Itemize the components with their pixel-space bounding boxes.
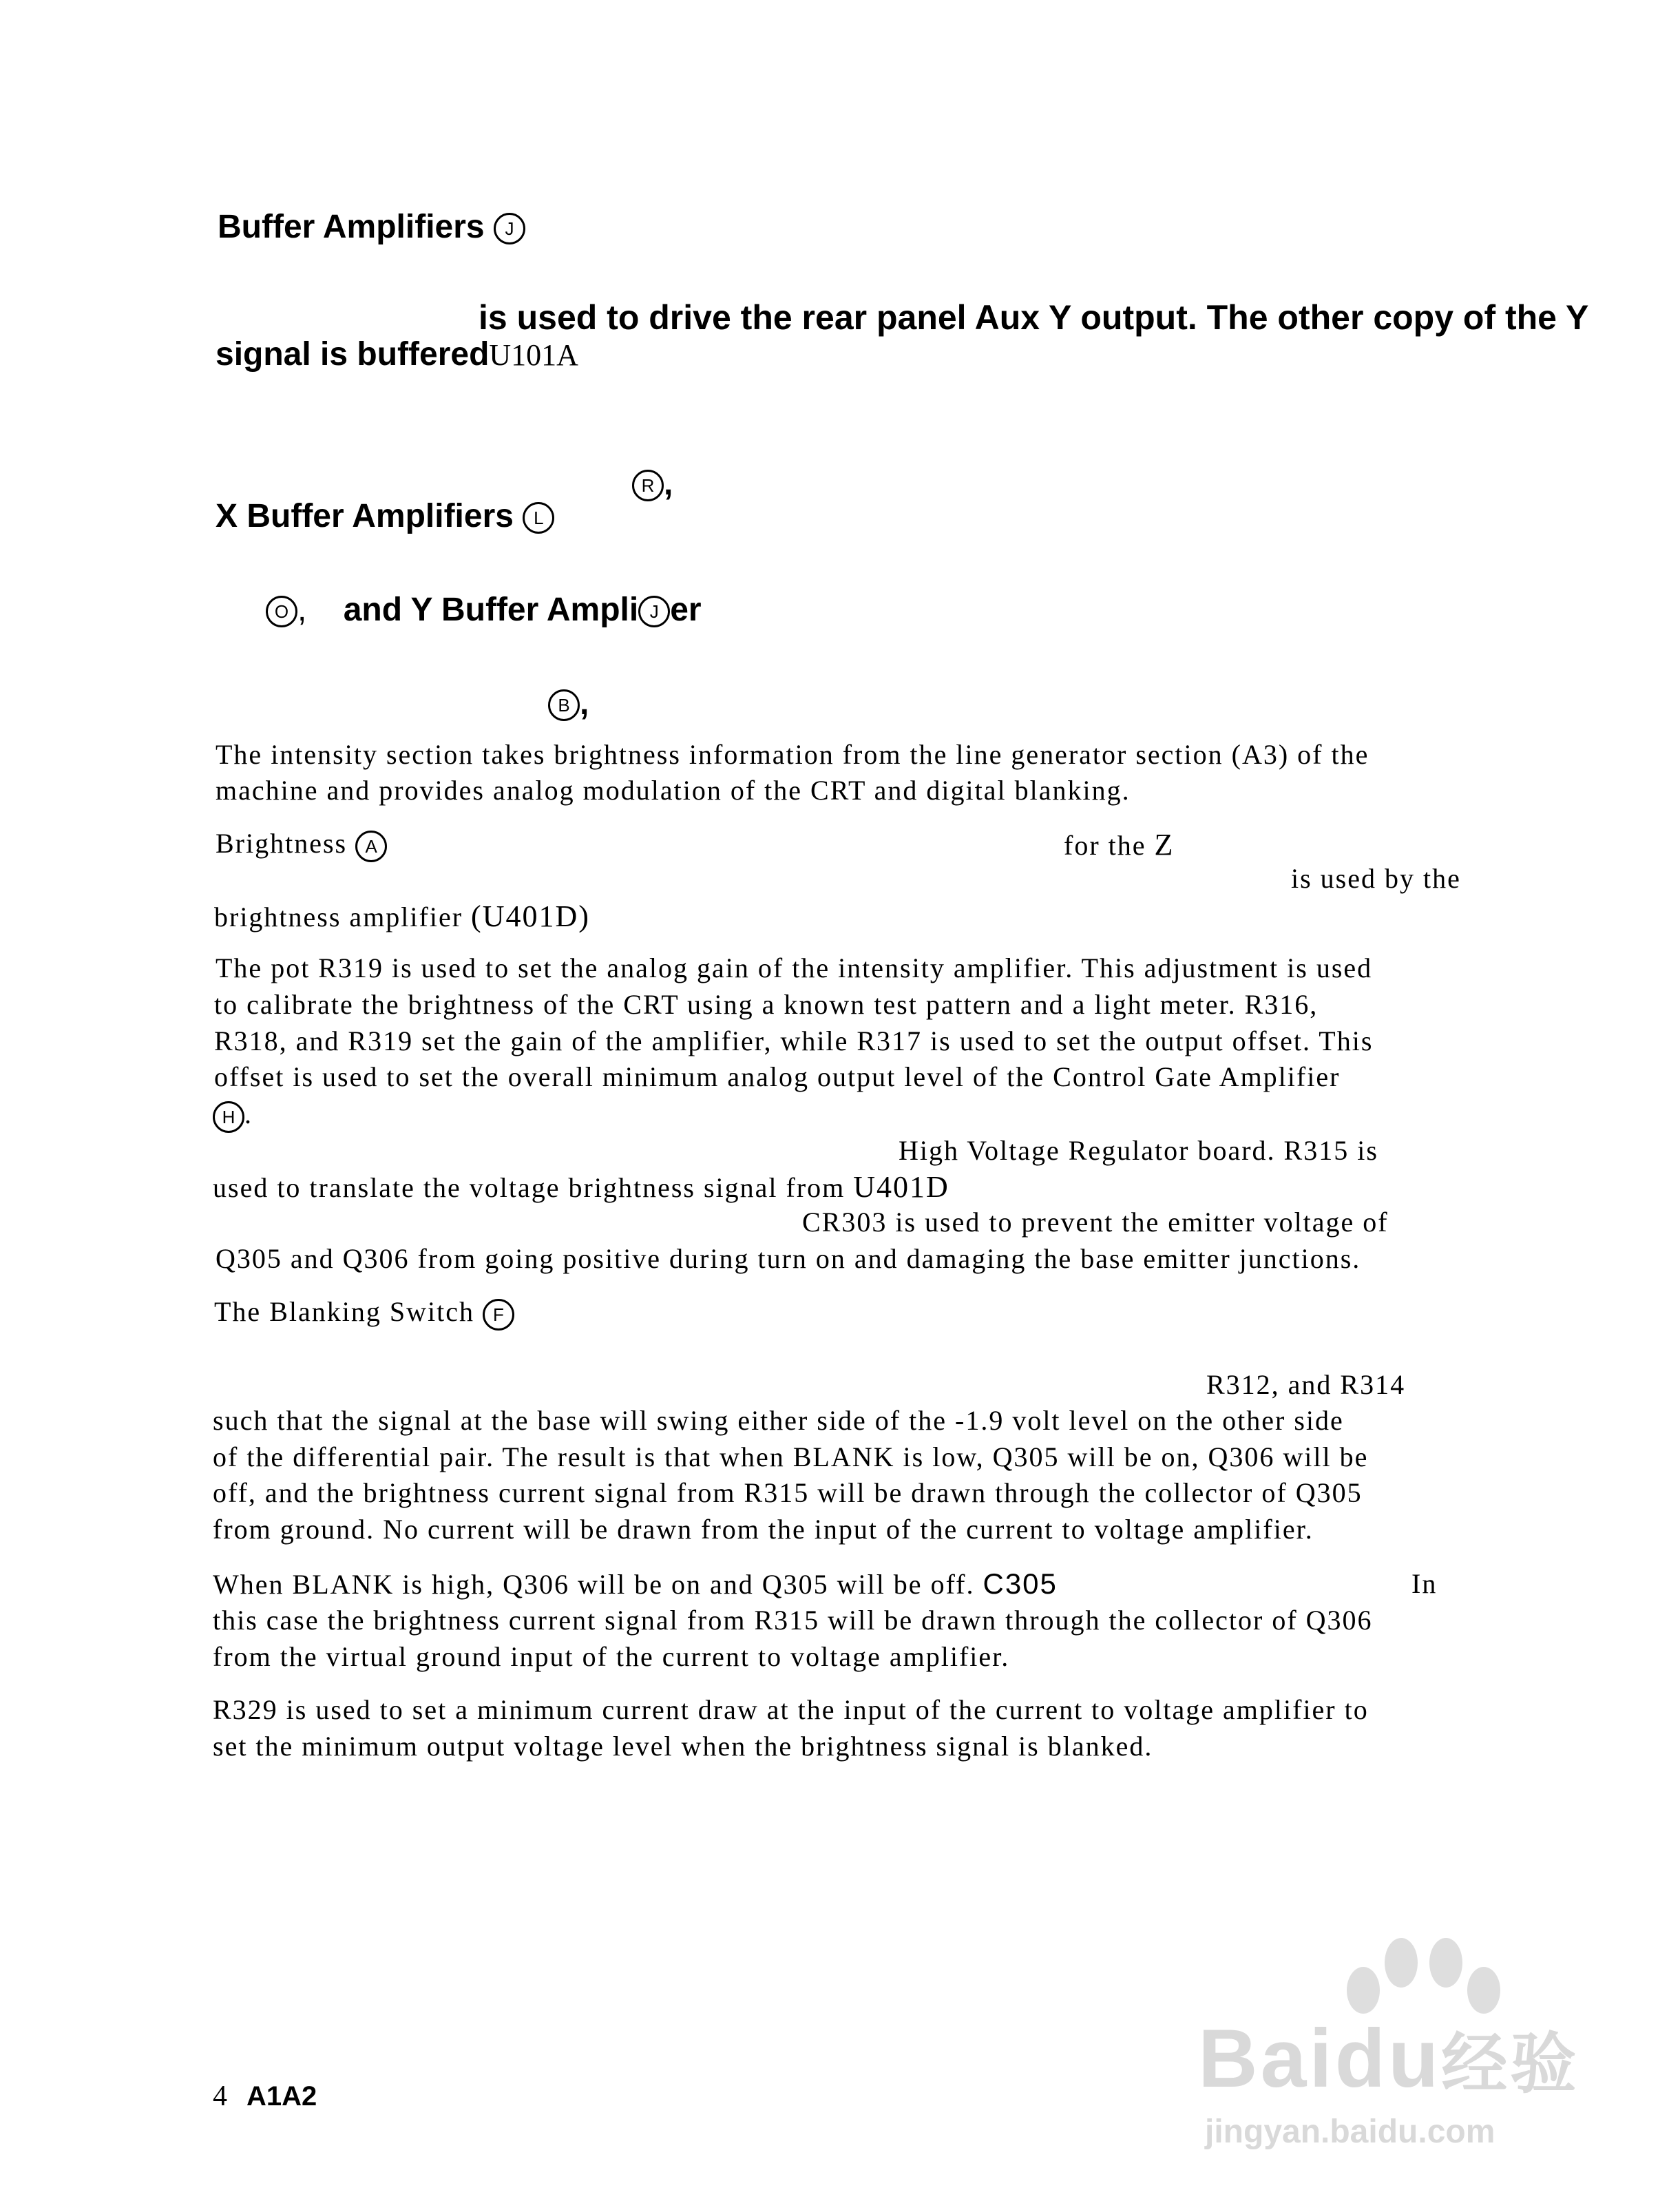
marker-r	[632, 465, 673, 503]
aux-y-line: is used to drive the rear panel Aux Y output. The other copy of the Y	[479, 298, 1589, 337]
blank-line-2: of the differential pair. The result is that when BLANK is low, Q305 will be on, Q306 will be	[213, 1441, 1369, 1472]
blanking-label: The Blanking Switch	[214, 1296, 474, 1327]
circled-marker-o: O	[266, 596, 297, 627]
z-text: Z	[1154, 828, 1175, 862]
r329-line-1: R329 is used to set a minimum current draw at the input of the current to voltage amplifier to	[213, 1694, 1369, 1725]
circled-marker-l: L	[523, 502, 554, 534]
buffer-amplifiers-heading	[218, 208, 525, 246]
r329-line-2: set the minimum output voltage level when the brightness signal is blanked.	[213, 1731, 1153, 1762]
u401d-ref: (U401D)	[471, 899, 590, 933]
punct: ,	[297, 592, 307, 628]
o-line	[266, 591, 702, 629]
page-number: 4	[213, 2080, 227, 2112]
hv-line: High Voltage Regulator board. R315 is	[899, 1135, 1378, 1166]
heading-text: Buffer Amplifiers	[218, 209, 485, 245]
circled-marker-b: B	[548, 689, 580, 721]
high-line	[213, 1567, 1058, 1600]
intensity-line-1: The intensity section takes brightness information from the line generator section (A3) of the	[216, 739, 1369, 770]
punct: ,	[580, 685, 589, 722]
pot-line-3: R318, and R319 set the gain of the amplifier, while R317 is used to set the output offset. This	[214, 1025, 1374, 1056]
blank-line-4: from ground. No current will be drawn from the input of the current to voltage amplifier.	[213, 1514, 1314, 1545]
for-the-text: for the	[1064, 830, 1146, 861]
amp-text: brightness amplifier	[214, 901, 463, 932]
blank-line-1: such that the signal at the base will swing either side of the -1.9 volt level on the other side	[213, 1405, 1344, 1436]
circled-marker-h: H	[213, 1101, 244, 1133]
watermark-logo	[1198, 2011, 1579, 2106]
punct: .	[244, 1098, 253, 1129]
footer-section: A1A2	[246, 2081, 317, 2111]
c305-ref: C305	[983, 1567, 1058, 1600]
intensity-line-2: machine and provides analog modulation of the CRT and digital blanking.	[216, 775, 1131, 806]
circled-marker-r: R	[632, 470, 664, 501]
blank-line-3: off, and the brightness current signal from R315 will be drawn through the collector of Q305	[213, 1477, 1363, 1508]
signal-buffered-text: signal is buffered	[216, 336, 490, 373]
translate-line	[213, 1169, 949, 1204]
q305-line: Q305 and Q306 from going positive during turn on and damaging the base emitter junctions.	[216, 1243, 1361, 1274]
punct: ,	[664, 466, 673, 502]
paw-icon	[1336, 1928, 1515, 2025]
pot-line-2: to calibrate the brightness of the CRT using a known test pattern and a light meter. R316,	[214, 989, 1319, 1020]
u101a-ref: U101A	[489, 338, 578, 372]
circled-marker-f: F	[483, 1299, 514, 1331]
brightness-line	[216, 827, 387, 862]
used-by-text: is used by the	[1291, 863, 1461, 894]
u401d-ref-2: U401D	[853, 1170, 949, 1204]
marker-b	[548, 685, 589, 722]
cr303-line: CR303 is used to prevent the emitter voltage of	[802, 1207, 1389, 1238]
signal-buffered-line	[216, 335, 578, 373]
watermark-url: jingyan.baidu.com	[1205, 2114, 1495, 2150]
heading-text: X Buffer Amplifiers	[216, 498, 514, 534]
pot-line-4: offset is used to set the overall minimum analog output level of the Control Gate Amplifier	[214, 1061, 1341, 1092]
translate-text: used to translate the voltage brightness signal from	[213, 1172, 846, 1203]
high-line-3: from the virtual ground input of the current to voltage amplifier.	[213, 1641, 1010, 1672]
x-buffer-heading	[216, 497, 554, 535]
circled-marker-a: A	[355, 831, 387, 862]
logo-text: Baidu	[1198, 2012, 1442, 2105]
high-text: When BLANK is high, Q306 will be on and Q305 will be off.	[213, 1569, 975, 1600]
baidu-watermark	[1198, 1928, 1639, 2149]
logo-cn: 经验	[1441, 2027, 1579, 2101]
pot-line-1: The pot R319 is used to set the analog gain of the intensity amplifier. This adjustment is used	[216, 952, 1373, 983]
h-marker-line	[213, 1098, 253, 1133]
circled-marker-j: J	[494, 213, 525, 244]
brightness-amp-line	[214, 899, 590, 934]
for-the-z	[1064, 827, 1174, 862]
circled-marker-j2: J	[638, 596, 670, 627]
brightness-label: Brightness	[216, 828, 348, 859]
high-line-2: this case the brightness current signal from R315 will be drawn through the collector of Q306	[213, 1605, 1373, 1636]
tail-text: er	[670, 592, 702, 628]
y-buffer-text: and Y Buffer Ampli	[343, 592, 639, 628]
r312-line: R312, and R314	[1206, 1369, 1406, 1400]
blanking-line	[214, 1295, 514, 1331]
in-text: In	[1411, 1568, 1438, 1599]
page-footer	[213, 2080, 317, 2113]
